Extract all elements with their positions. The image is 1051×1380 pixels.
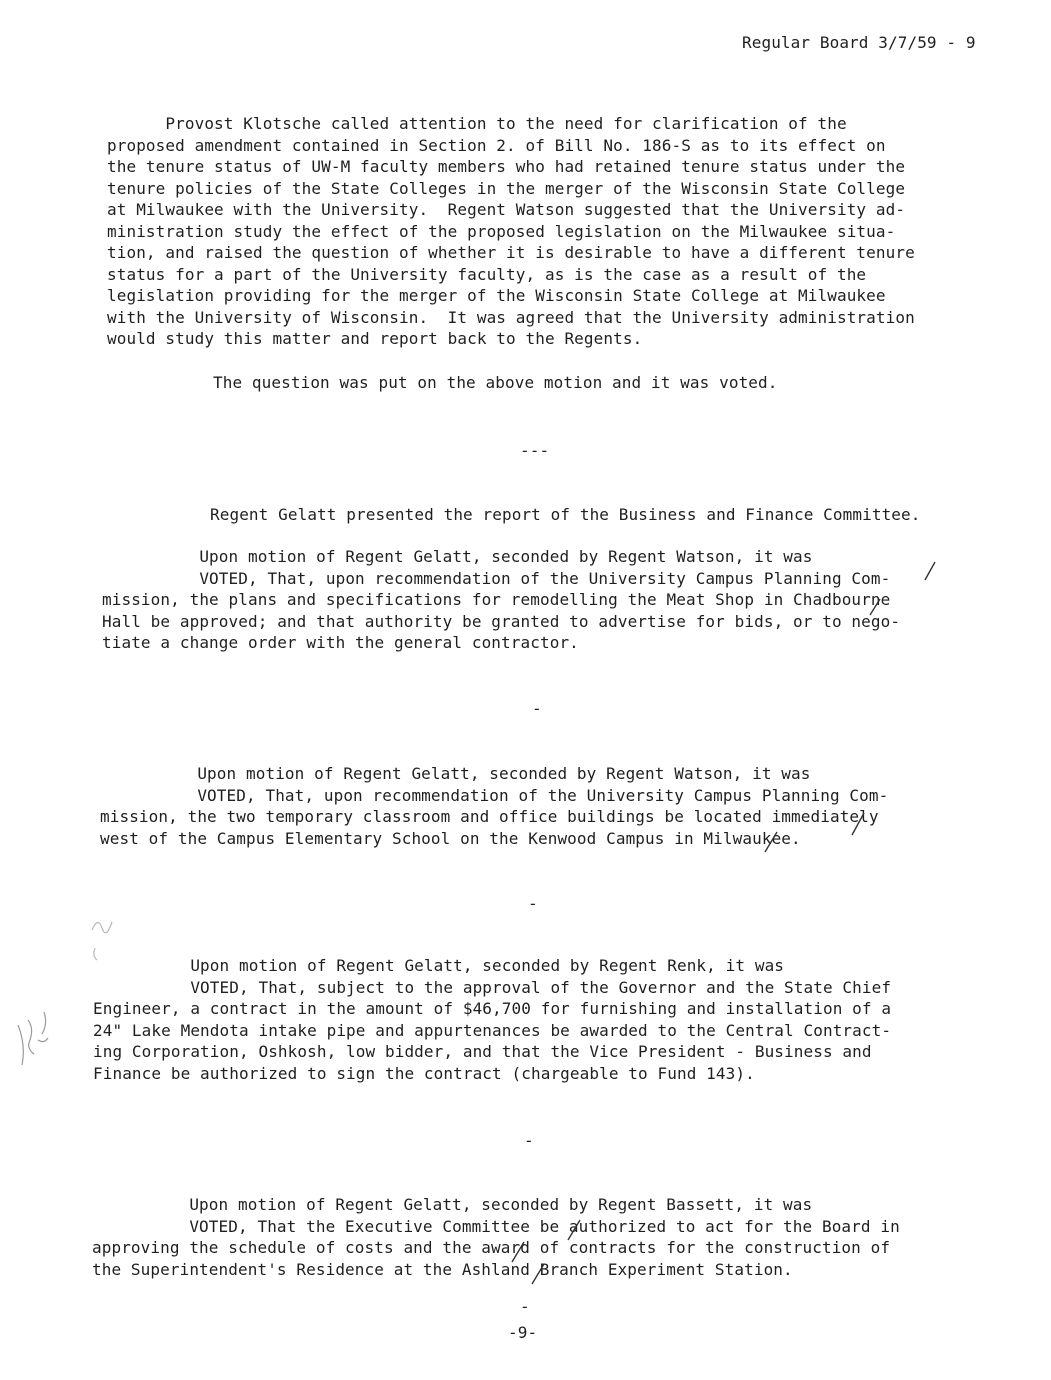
divider-dash: - xyxy=(528,894,538,913)
resolution-meat-shop: Upon motion of Regent Gelatt, seconded by Regent Watson, it was VOTED, That, upon recommendation of the University Campus Planning Com- mission, the plans and specifications for remodelling the Meat Shop in Chadbourne Hall be approved; and that authority be granted to advertise for bids, or to nego- tiate a change order with the general contractor. xyxy=(102,547,901,652)
paragraph-motion-voted: The question was put on the above motion and it was voted. xyxy=(213,373,778,392)
paragraph-business-finance-report: Regent Gelatt presented the report of the Business and Finance Committee. xyxy=(210,505,921,524)
page-number: -9- xyxy=(508,1323,538,1342)
page-header: Regular Board 3/7/59 - 9 xyxy=(742,33,976,52)
section-separator: --- xyxy=(520,441,550,460)
resolution-intake-pipe: Upon motion of Regent Gelatt, seconded by Regent Renk, it was VOTED, That, subject to the approval of the Governor and the State Chief Engineer, a contract in the amount of $46,700 for furnishing and installation of a 24" Lake Mendota intake pipe and appurtenances be awarded to the Central Contract- ing Corporation, Oshkosh, low bidder, and that the Vice President - Business and Finance be authorized to sign the contract (chargeable to Fund 143). xyxy=(93,956,892,1083)
resolution-temporary-buildings: Upon motion of Regent Gelatt, seconded by Regent Watson, it was VOTED, That, upon recommendation of the University Campus Planning Com- mission, the two temporary classroom and office buildings be located immediately west of the Campus Elementary School on the Kenwood Campus in Milwaukee. xyxy=(100,764,889,848)
divider-dash: - xyxy=(520,1297,530,1316)
divider-dash: - xyxy=(532,699,542,718)
resolution-superintendent-residence: Upon motion of Regent Gelatt, seconded by Regent Bassett, it was VOTED, That the Executive Committee be authorized to act for the Board in approving the schedule of costs and the award of contracts for the construction of the Superintendent's Residence at the Ashland Branch Experiment Station. xyxy=(92,1195,900,1279)
paragraph-tenure-clarification: Provost Klotsche called attention to the need for clarification of the proposed amendment contained in Section 2. of Bill No. 186-S as to its effect on the tenure status of UW-M faculty members who had retained tenure status under the tenure policies of the State Colleges in the merger of the Wisconsin State College at Milwaukee with the University. Regent Watson suggested that the University ad- ministration study the effect of the proposed legislation on the Milwaukee situa- tion, and raised the question of whether it is desirable to have a different tenure status for a part of the University faculty, as is the case as a result of the legislation providing for the merger of the Wisconsin State College at Milwaukee with the University of Wisconsin. It was agreed that the University administration would study this matter and report back to the Regents. xyxy=(107,114,915,348)
divider-dash: - xyxy=(524,1131,534,1150)
